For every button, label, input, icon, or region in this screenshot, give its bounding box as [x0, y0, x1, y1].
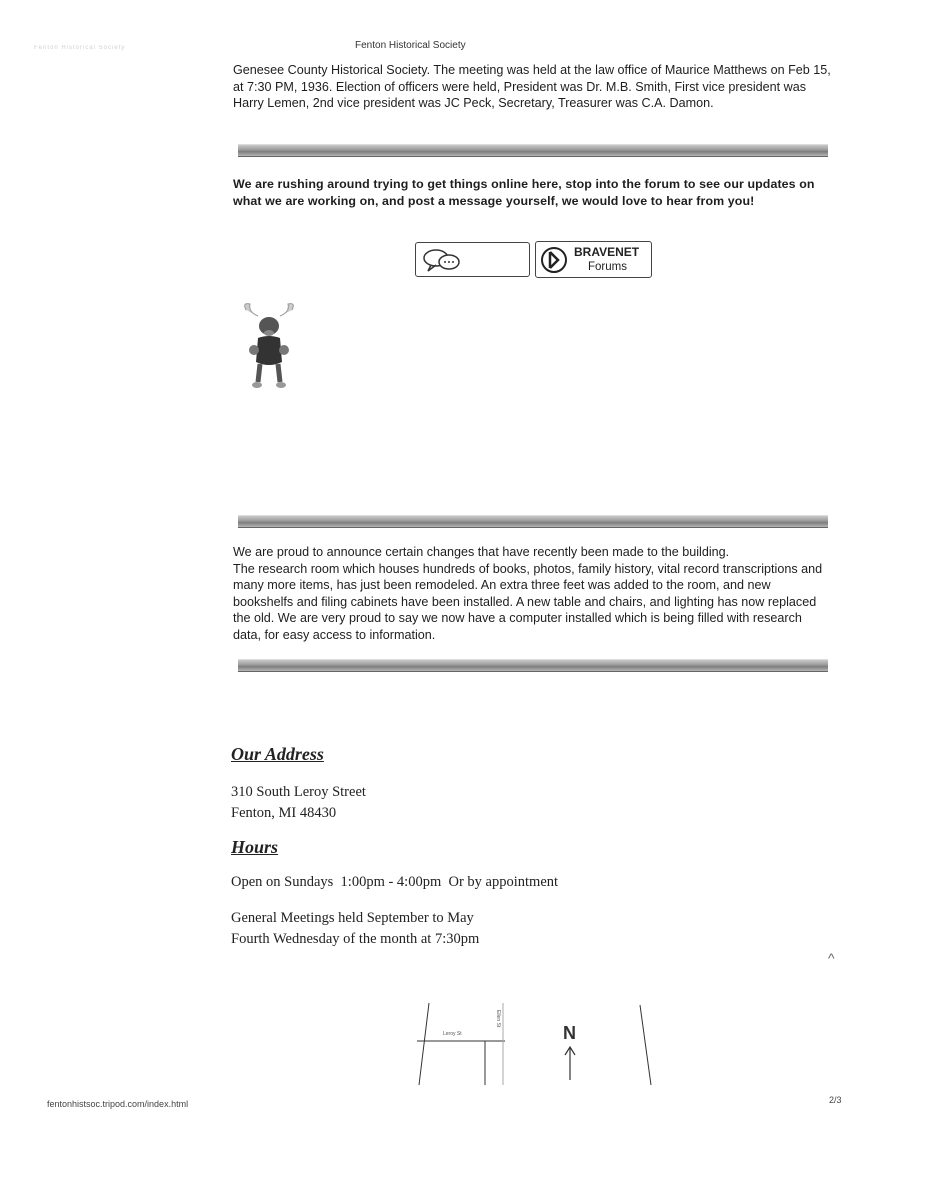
bravenet-brand-text: BRAVENET [574, 245, 640, 259]
map-street-label: Ellen St [495, 1010, 501, 1028]
print-header-left: Fenton Historical Society [34, 45, 126, 51]
map-street-label: Leroy St [443, 1031, 462, 1037]
history-paragraph: Genesee County Historical Society. The meeting was held at the law office of Maurice Matthews on Feb 15, at 7:30 PM, 1936. Election of officers were held, President was Dr. M.B. Smith, First vice president was Harry Lemen, 2nd vice president was JC Peck, Secretary, Treasurer was C.A. Damon. [233, 63, 831, 110]
announcement-body: The research room which houses hundreds of books, photos, family history, vital record transcriptions and many more items, has just been remodeled. An extra three feet was added to the room, and new bookshelfs and filing cabinets have been installed. A new table and chairs, and lighting has now replaced the old. We are very proud to say we now have a computer installed which is being filled with research data, for easy access to information. [233, 561, 823, 642]
announcement-line: We are proud to announce certain changes that have recently been made to the building. [233, 545, 730, 559]
hours-heading: Hours [231, 837, 279, 857]
address-city: Fenton, MI 48430 [231, 805, 337, 821]
meetings-info [231, 908, 479, 950]
divider-bar [238, 144, 828, 157]
forums-label: Forums [588, 261, 627, 273]
address-street: 310 South Leroy Street [231, 784, 366, 800]
north-label: N [563, 1023, 576, 1043]
bravenet-logo-icon [540, 246, 568, 274]
address-block [231, 782, 366, 824]
chat-bubbles-icon [421, 246, 467, 274]
bravenet-forums-button[interactable] [535, 241, 652, 278]
caret-up-icon: ^ [828, 950, 835, 966]
meetings-line: Fourth Wednesday of the month at 7:30pm [231, 931, 480, 947]
location-map [405, 985, 675, 1095]
footer-page-number: 2/3 [829, 1095, 842, 1105]
opening-hours: Open on Sundays 1:00pm - 4:00pm Or by appointment [231, 874, 559, 890]
footer-url: fentonhistsoc.tripod.com/index.html [47, 1099, 189, 1109]
announcement-paragraph [233, 544, 833, 643]
moose-mascot-image [238, 300, 300, 392]
divider-bar [238, 659, 828, 672]
forum-chat-button[interactable] [415, 242, 530, 277]
divider-bar [238, 515, 828, 528]
meetings-line: General Meetings held September to May [231, 910, 474, 926]
print-header-title: Fenton Historical Society [355, 40, 466, 51]
forum-notice-paragraph: We are rushing around trying to get things online here, stop into the forum to see our updates on what we are working on, and post a message yourself, we would love to hear from you! [233, 177, 815, 208]
address-heading: Our Address [231, 744, 324, 764]
